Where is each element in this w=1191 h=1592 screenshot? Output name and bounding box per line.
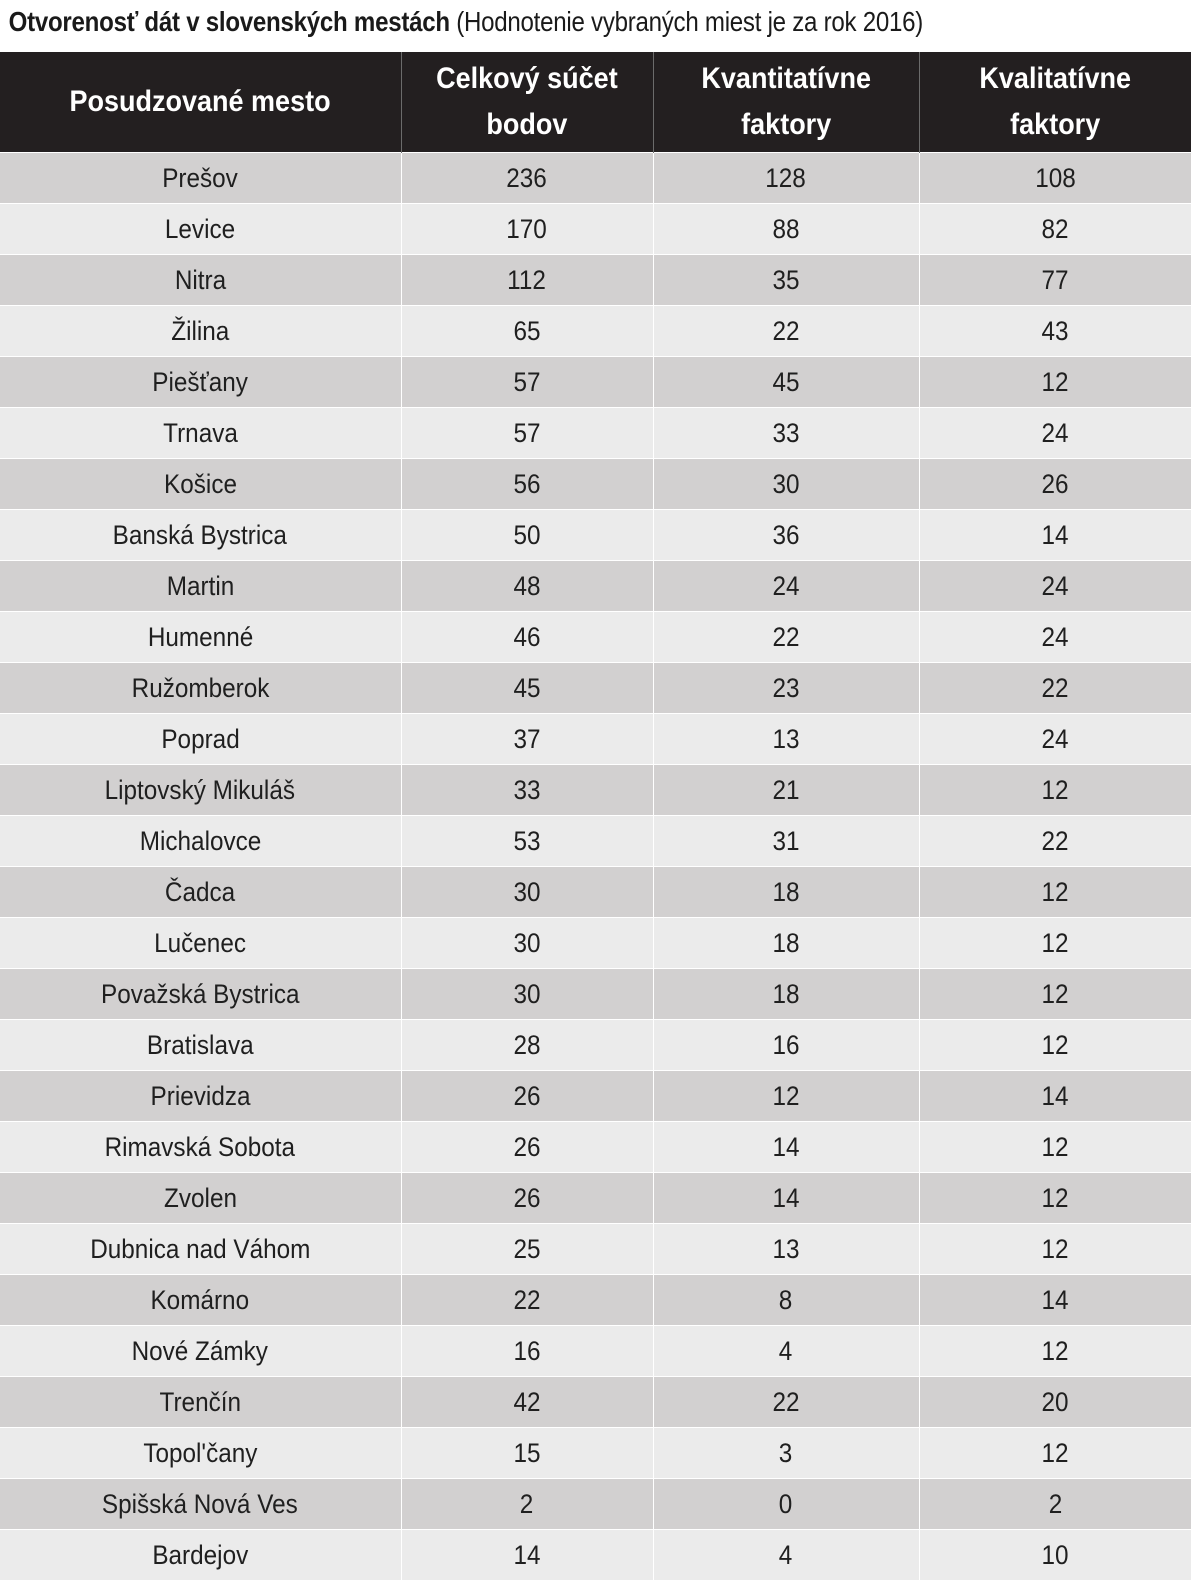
cell-city: Nitra [0,255,401,306]
cell-city: Košice [0,459,401,510]
cell-quantitative-factors: 31 [653,816,919,867]
cell-qualitative-factors: 24 [919,612,1191,663]
cell-quantitative-factors: 0 [653,1479,919,1530]
table-row [0,204,1191,255]
table-row [0,1020,1191,1071]
cell-city: Komárno [0,1275,401,1326]
cell-total-points: 22 [401,1275,653,1326]
cell-qualitative-factors: 12 [919,357,1191,408]
table-row [0,918,1191,969]
cell-total-points: 30 [401,969,653,1020]
cell-quantitative-factors: 22 [653,1377,919,1428]
cell-quantitative-factors: 30 [653,459,919,510]
cell-quantitative-factors: 22 [653,306,919,357]
cell-quantitative-factors: 14 [653,1122,919,1173]
table-row [0,714,1191,765]
cell-city: Ružomberok [0,663,401,714]
cell-qualitative-factors: 12 [919,1224,1191,1275]
cell-quantitative-factors: 18 [653,918,919,969]
cell-total-points: 50 [401,510,653,561]
cell-quantitative-factors: 3 [653,1428,919,1479]
cell-qualitative-factors: 24 [919,561,1191,612]
table-row [0,1275,1191,1326]
cell-city: Trenčín [0,1377,401,1428]
cell-city: Čadca [0,867,401,918]
cell-total-points: 42 [401,1377,653,1428]
cell-qualitative-factors: 20 [919,1377,1191,1428]
cell-total-points: 14 [401,1530,653,1581]
table-row [0,1071,1191,1122]
cell-total-points: 170 [401,204,653,255]
cell-qualitative-factors: 26 [919,459,1191,510]
column-header-total-points: Celkový súčet bodov [401,52,653,153]
cell-qualitative-factors: 12 [919,765,1191,816]
cell-total-points: 2 [401,1479,653,1530]
cell-qualitative-factors: 12 [919,1122,1191,1173]
table-row [0,408,1191,459]
cell-quantitative-factors: 16 [653,1020,919,1071]
cell-qualitative-factors: 12 [919,1428,1191,1479]
table-row [0,1428,1191,1479]
cell-total-points: 45 [401,663,653,714]
cell-city: Liptovský Mikuláš [0,765,401,816]
cell-quantitative-factors: 22 [653,612,919,663]
cell-city: Dubnica nad Váhom [0,1224,401,1275]
cell-total-points: 15 [401,1428,653,1479]
cell-quantitative-factors: 21 [653,765,919,816]
cell-city: Lučenec [0,918,401,969]
column-header-quantitative-factors: Kvantitatívne faktory [653,52,919,153]
cell-qualitative-factors: 24 [919,714,1191,765]
cell-quantitative-factors: 33 [653,408,919,459]
cell-qualitative-factors: 12 [919,867,1191,918]
cell-quantitative-factors: 23 [653,663,919,714]
cell-quantitative-factors: 14 [653,1173,919,1224]
table-row [0,255,1191,306]
table-subtitle: (Hodnotenie vybraných miest je za rok 2016) [456,6,923,37]
cell-qualitative-factors: 43 [919,306,1191,357]
cell-city: Levice [0,204,401,255]
table-row [0,1479,1191,1530]
cell-city: Piešťany [0,357,401,408]
cell-total-points: 53 [401,816,653,867]
cell-city: Rimavská Sobota [0,1122,401,1173]
cell-quantitative-factors: 12 [653,1071,919,1122]
cell-city: Zvolen [0,1173,401,1224]
table-row [0,459,1191,510]
cell-qualitative-factors: 22 [919,816,1191,867]
cell-total-points: 65 [401,306,653,357]
cell-total-points: 57 [401,408,653,459]
cell-qualitative-factors: 14 [919,1071,1191,1122]
table-row [0,510,1191,561]
cell-qualitative-factors: 108 [919,153,1191,204]
table-row [0,1122,1191,1173]
cell-city: Martin [0,561,401,612]
header-row [0,52,1191,153]
cell-quantitative-factors: 13 [653,714,919,765]
cell-quantitative-factors: 4 [653,1530,919,1581]
cell-qualitative-factors: 22 [919,663,1191,714]
cell-total-points: 30 [401,918,653,969]
table-row [0,663,1191,714]
cell-total-points: 33 [401,765,653,816]
table-body [0,153,1191,1581]
cell-qualitative-factors: 12 [919,1173,1191,1224]
cell-quantitative-factors: 36 [653,510,919,561]
cell-quantitative-factors: 45 [653,357,919,408]
table-row [0,1326,1191,1377]
cell-quantitative-factors: 8 [653,1275,919,1326]
cell-qualitative-factors: 77 [919,255,1191,306]
cell-qualitative-factors: 2 [919,1479,1191,1530]
city-data-table [0,52,1191,1580]
cell-total-points: 16 [401,1326,653,1377]
cell-quantitative-factors: 18 [653,969,919,1020]
column-header-city: Posudzované mesto [0,52,401,153]
cell-total-points: 236 [401,153,653,204]
cell-total-points: 48 [401,561,653,612]
cell-city: Prešov [0,153,401,204]
cell-city: Trnava [0,408,401,459]
cell-qualitative-factors: 12 [919,918,1191,969]
cell-city: Banská Bystrica [0,510,401,561]
table-row [0,1224,1191,1275]
cell-quantitative-factors: 24 [653,561,919,612]
cell-city: Spišská Nová Ves [0,1479,401,1530]
cell-total-points: 56 [401,459,653,510]
cell-total-points: 28 [401,1020,653,1071]
cell-total-points: 26 [401,1173,653,1224]
cell-qualitative-factors: 10 [919,1530,1191,1581]
cell-city: Humenné [0,612,401,663]
table-row [0,1173,1191,1224]
table-row [0,816,1191,867]
table-row [0,612,1191,663]
cell-total-points: 57 [401,357,653,408]
column-header-qualitative-factors: Kvalitatívne faktory [919,52,1191,153]
table-row [0,765,1191,816]
cell-quantitative-factors: 13 [653,1224,919,1275]
cell-qualitative-factors: 14 [919,510,1191,561]
cell-qualitative-factors: 12 [919,969,1191,1020]
cell-city: Topol'čany [0,1428,401,1479]
cell-city: Žilina [0,306,401,357]
cell-city: Nové Zámky [0,1326,401,1377]
cell-qualitative-factors: 12 [919,1020,1191,1071]
cell-qualitative-factors: 12 [919,1326,1191,1377]
cell-city: Bratislava [0,1020,401,1071]
table-row [0,1377,1191,1428]
table-row [0,357,1191,408]
table-row [0,969,1191,1020]
cell-city: Prievidza [0,1071,401,1122]
cell-quantitative-factors: 88 [653,204,919,255]
cell-city: Bardejov [0,1530,401,1581]
cell-qualitative-factors: 82 [919,204,1191,255]
table-row [0,867,1191,918]
cell-total-points: 46 [401,612,653,663]
cell-quantitative-factors: 35 [653,255,919,306]
cell-city: Považská Bystrica [0,969,401,1020]
cell-total-points: 26 [401,1122,653,1173]
cell-total-points: 30 [401,867,653,918]
cell-total-points: 26 [401,1071,653,1122]
table-title: Otvorenosť dát v slovenských mestách [8,6,450,37]
cell-qualitative-factors: 14 [919,1275,1191,1326]
cell-total-points: 25 [401,1224,653,1275]
table-row [0,1530,1191,1581]
table-row [0,153,1191,204]
table-row [0,306,1191,357]
table-caption [0,0,1024,52]
cell-quantitative-factors: 18 [653,867,919,918]
cell-total-points: 37 [401,714,653,765]
cell-city: Poprad [0,714,401,765]
cell-qualitative-factors: 24 [919,408,1191,459]
cell-city: Michalovce [0,816,401,867]
table-row [0,561,1191,612]
cell-total-points: 112 [401,255,653,306]
cell-quantitative-factors: 4 [653,1326,919,1377]
cell-quantitative-factors: 128 [653,153,919,204]
